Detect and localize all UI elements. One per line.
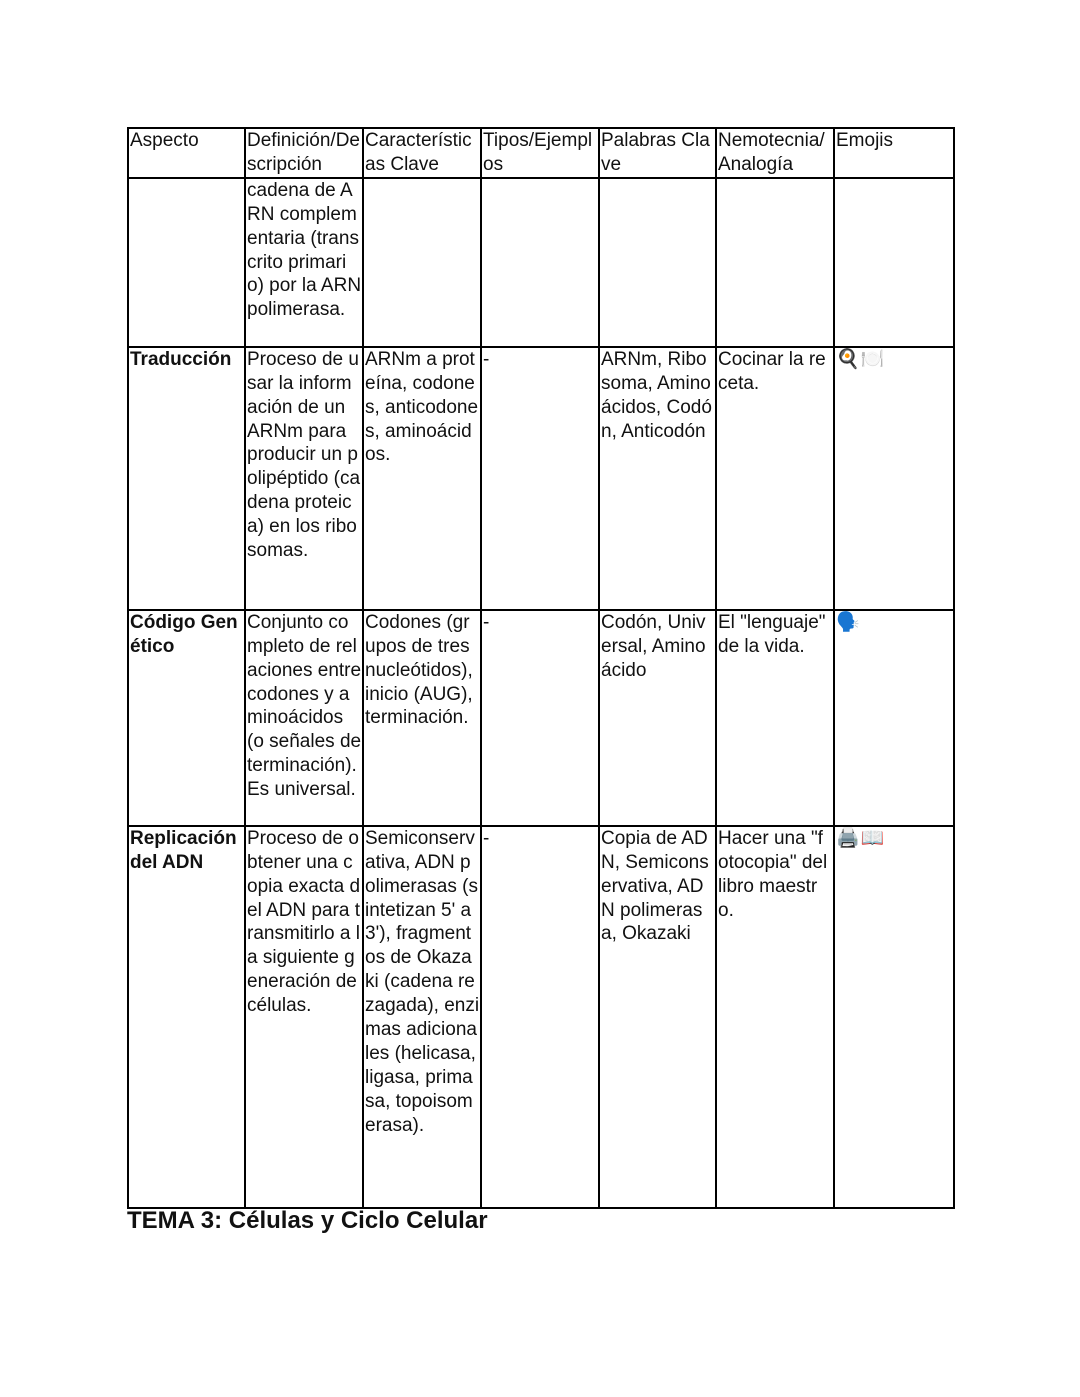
cell-emojis: 🍳🍽️ <box>834 347 954 610</box>
cell-aspecto: Replicación del ADN <box>128 826 245 1208</box>
cell-aspecto: Código Genético <box>128 610 245 826</box>
table-row <box>128 610 954 826</box>
cell-palabras: Codón, Universal, Aminoácido <box>599 610 716 826</box>
cell-definicion: Proceso de usar la información de un ARNm para producir un polipéptido (cadena proteica) en los ribosomas. <box>245 347 363 610</box>
cell-caracteristicas: ARNm a proteína, codones, anticodones, aminoácidos. <box>363 347 481 610</box>
cell-palabras: ARNm, Ribosoma, Aminoácidos, Codón, Anticodón <box>599 347 716 610</box>
cell-tipos: - <box>481 826 599 1208</box>
cell-caracteristicas: Codones (grupos de tres nucleótidos), inicio (AUG), terminación. <box>363 610 481 826</box>
cell-emojis: 🗣️ <box>834 610 954 826</box>
cell-palabras: Copia de ADN, Semiconservativa, ADN polimerasa, Okazaki <box>599 826 716 1208</box>
cell-tipos <box>481 178 599 347</box>
cell-definicion: Conjunto completo de relaciones entre codones y aminoácidos (o señales de terminación). Es universal. <box>245 610 363 826</box>
header-caracteristicas: Características Clave <box>363 128 481 178</box>
header-palabras: Palabras Clave <box>599 128 716 178</box>
header-definicion: Definición/Descripción <box>245 128 363 178</box>
header-aspecto: Aspecto <box>128 128 245 178</box>
header-nemotecnia: Nemotecnia/Analogía <box>716 128 834 178</box>
header-tipos: Tipos/Ejemplos <box>481 128 599 178</box>
cell-nemotecnia: Hacer una "fotocopia" del libro maestro. <box>716 826 834 1208</box>
cell-aspecto <box>128 178 245 347</box>
cell-nemotecnia: Cocinar la receta. <box>716 347 834 610</box>
cell-definicion: Proceso de obtener una copia exacta del ADN para transmitirlo a la siguiente generación de células. <box>245 826 363 1208</box>
cell-caracteristicas: Semiconservativa, ADN polimerasas (sintetizan 5' a 3'), fragmentos de Okazaki (cadena rezagada), enzimas adicionales (helicasa, ligasa, primasa, topoisomerasa). <box>363 826 481 1208</box>
cell-nemotecnia: El "lenguaje" de la vida. <box>716 610 834 826</box>
cell-emojis <box>834 178 954 347</box>
cell-aspecto: Traducción <box>128 347 245 610</box>
header-emojis: Emojis <box>834 128 954 178</box>
cell-tipos: - <box>481 347 599 610</box>
cell-definicion: cadena de ARN complementaria (transcrito primario) por la ARN polimerasa. <box>245 178 363 347</box>
notes-table <box>127 127 955 1209</box>
cell-palabras <box>599 178 716 347</box>
section-title: TEMA 3: Células y Ciclo Celular <box>127 1207 488 1234</box>
table-row <box>128 347 954 610</box>
table-row <box>128 826 954 1208</box>
cell-nemotecnia <box>716 178 834 347</box>
cell-caracteristicas <box>363 178 481 347</box>
header-row <box>128 128 954 178</box>
cell-tipos: - <box>481 610 599 826</box>
table-row <box>128 178 954 347</box>
cell-emojis: 🖨️📖 <box>834 826 954 1208</box>
